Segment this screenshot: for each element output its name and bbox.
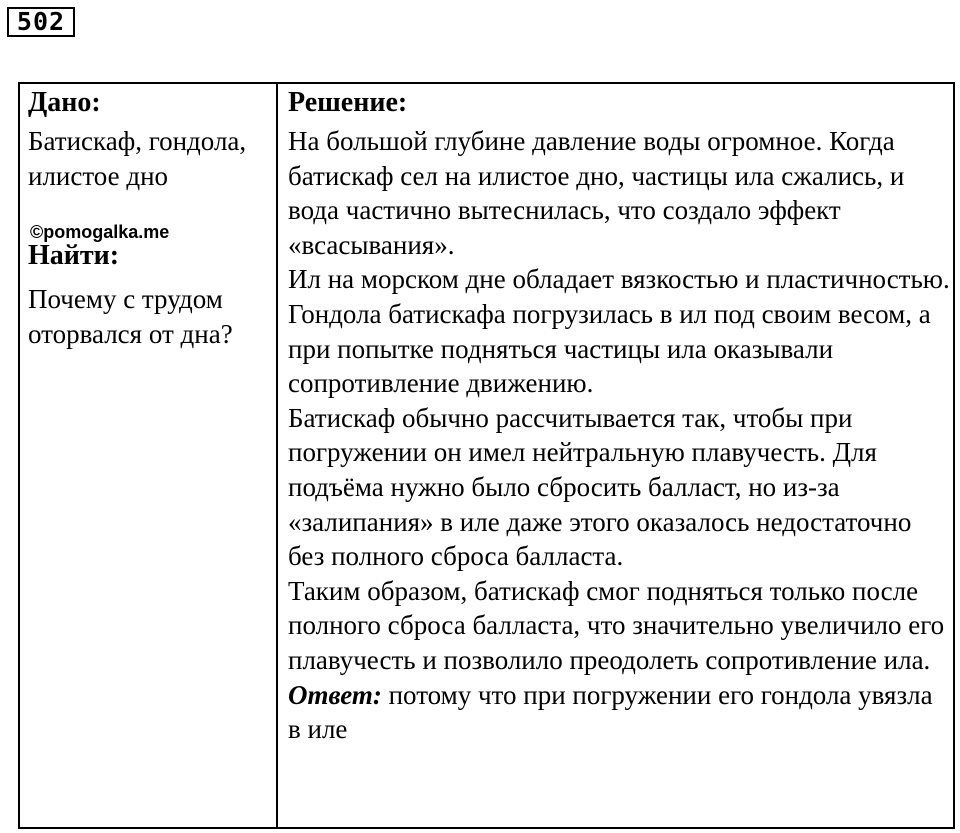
solution-paragraph: Ил на морском дне обладает вязкостью и пластичностью. Гондола батискафа погрузилась в ил под своим весом, а при попытке подняться частицы ила оказывали сопротивление движению. bbox=[288, 264, 950, 399]
column-divider bbox=[276, 84, 278, 827]
solution-heading: Решение: bbox=[288, 87, 408, 118]
given-heading: Дано: bbox=[28, 87, 101, 118]
answer-label: Ответ: bbox=[288, 679, 382, 710]
problem-number: 502 bbox=[7, 7, 75, 37]
answer-text: потому что при погружении его гондола увязла в иле bbox=[288, 679, 933, 745]
find-text: Почему с трудом оторвался от дна? bbox=[28, 284, 233, 349]
answer-line bbox=[288, 678, 952, 747]
given-text: Батискаф, гондола, илистое дно bbox=[28, 126, 247, 191]
solution-paragraph: Таким образом, батискаф смог подняться только после полного сброса балласта, что значительно увеличило его плавучесть и позволило преодолеть сопротивление ила. bbox=[288, 575, 945, 675]
solution-paragraph: Батискаф обычно рассчитывается так, чтобы при погружении он имел нейтральную плавучесть. Для подъёма нужно было сбросить балласт, но из-за «залипания» в иле даже этого оказалось недостаточно без полного сброса балласта. bbox=[288, 402, 912, 572]
solution-table bbox=[18, 82, 955, 829]
find-heading: Найти: bbox=[28, 240, 120, 271]
solution-text bbox=[288, 124, 952, 747]
watermark: ©pomogalka.me bbox=[30, 222, 170, 242]
solution-paragraph: На большой глубине давление воды огромное. Когда батискаф сел на илистое дно, частицы ила сжались, и вода частично вытеснилась, что создало эффект «всасывания». bbox=[288, 126, 905, 260]
